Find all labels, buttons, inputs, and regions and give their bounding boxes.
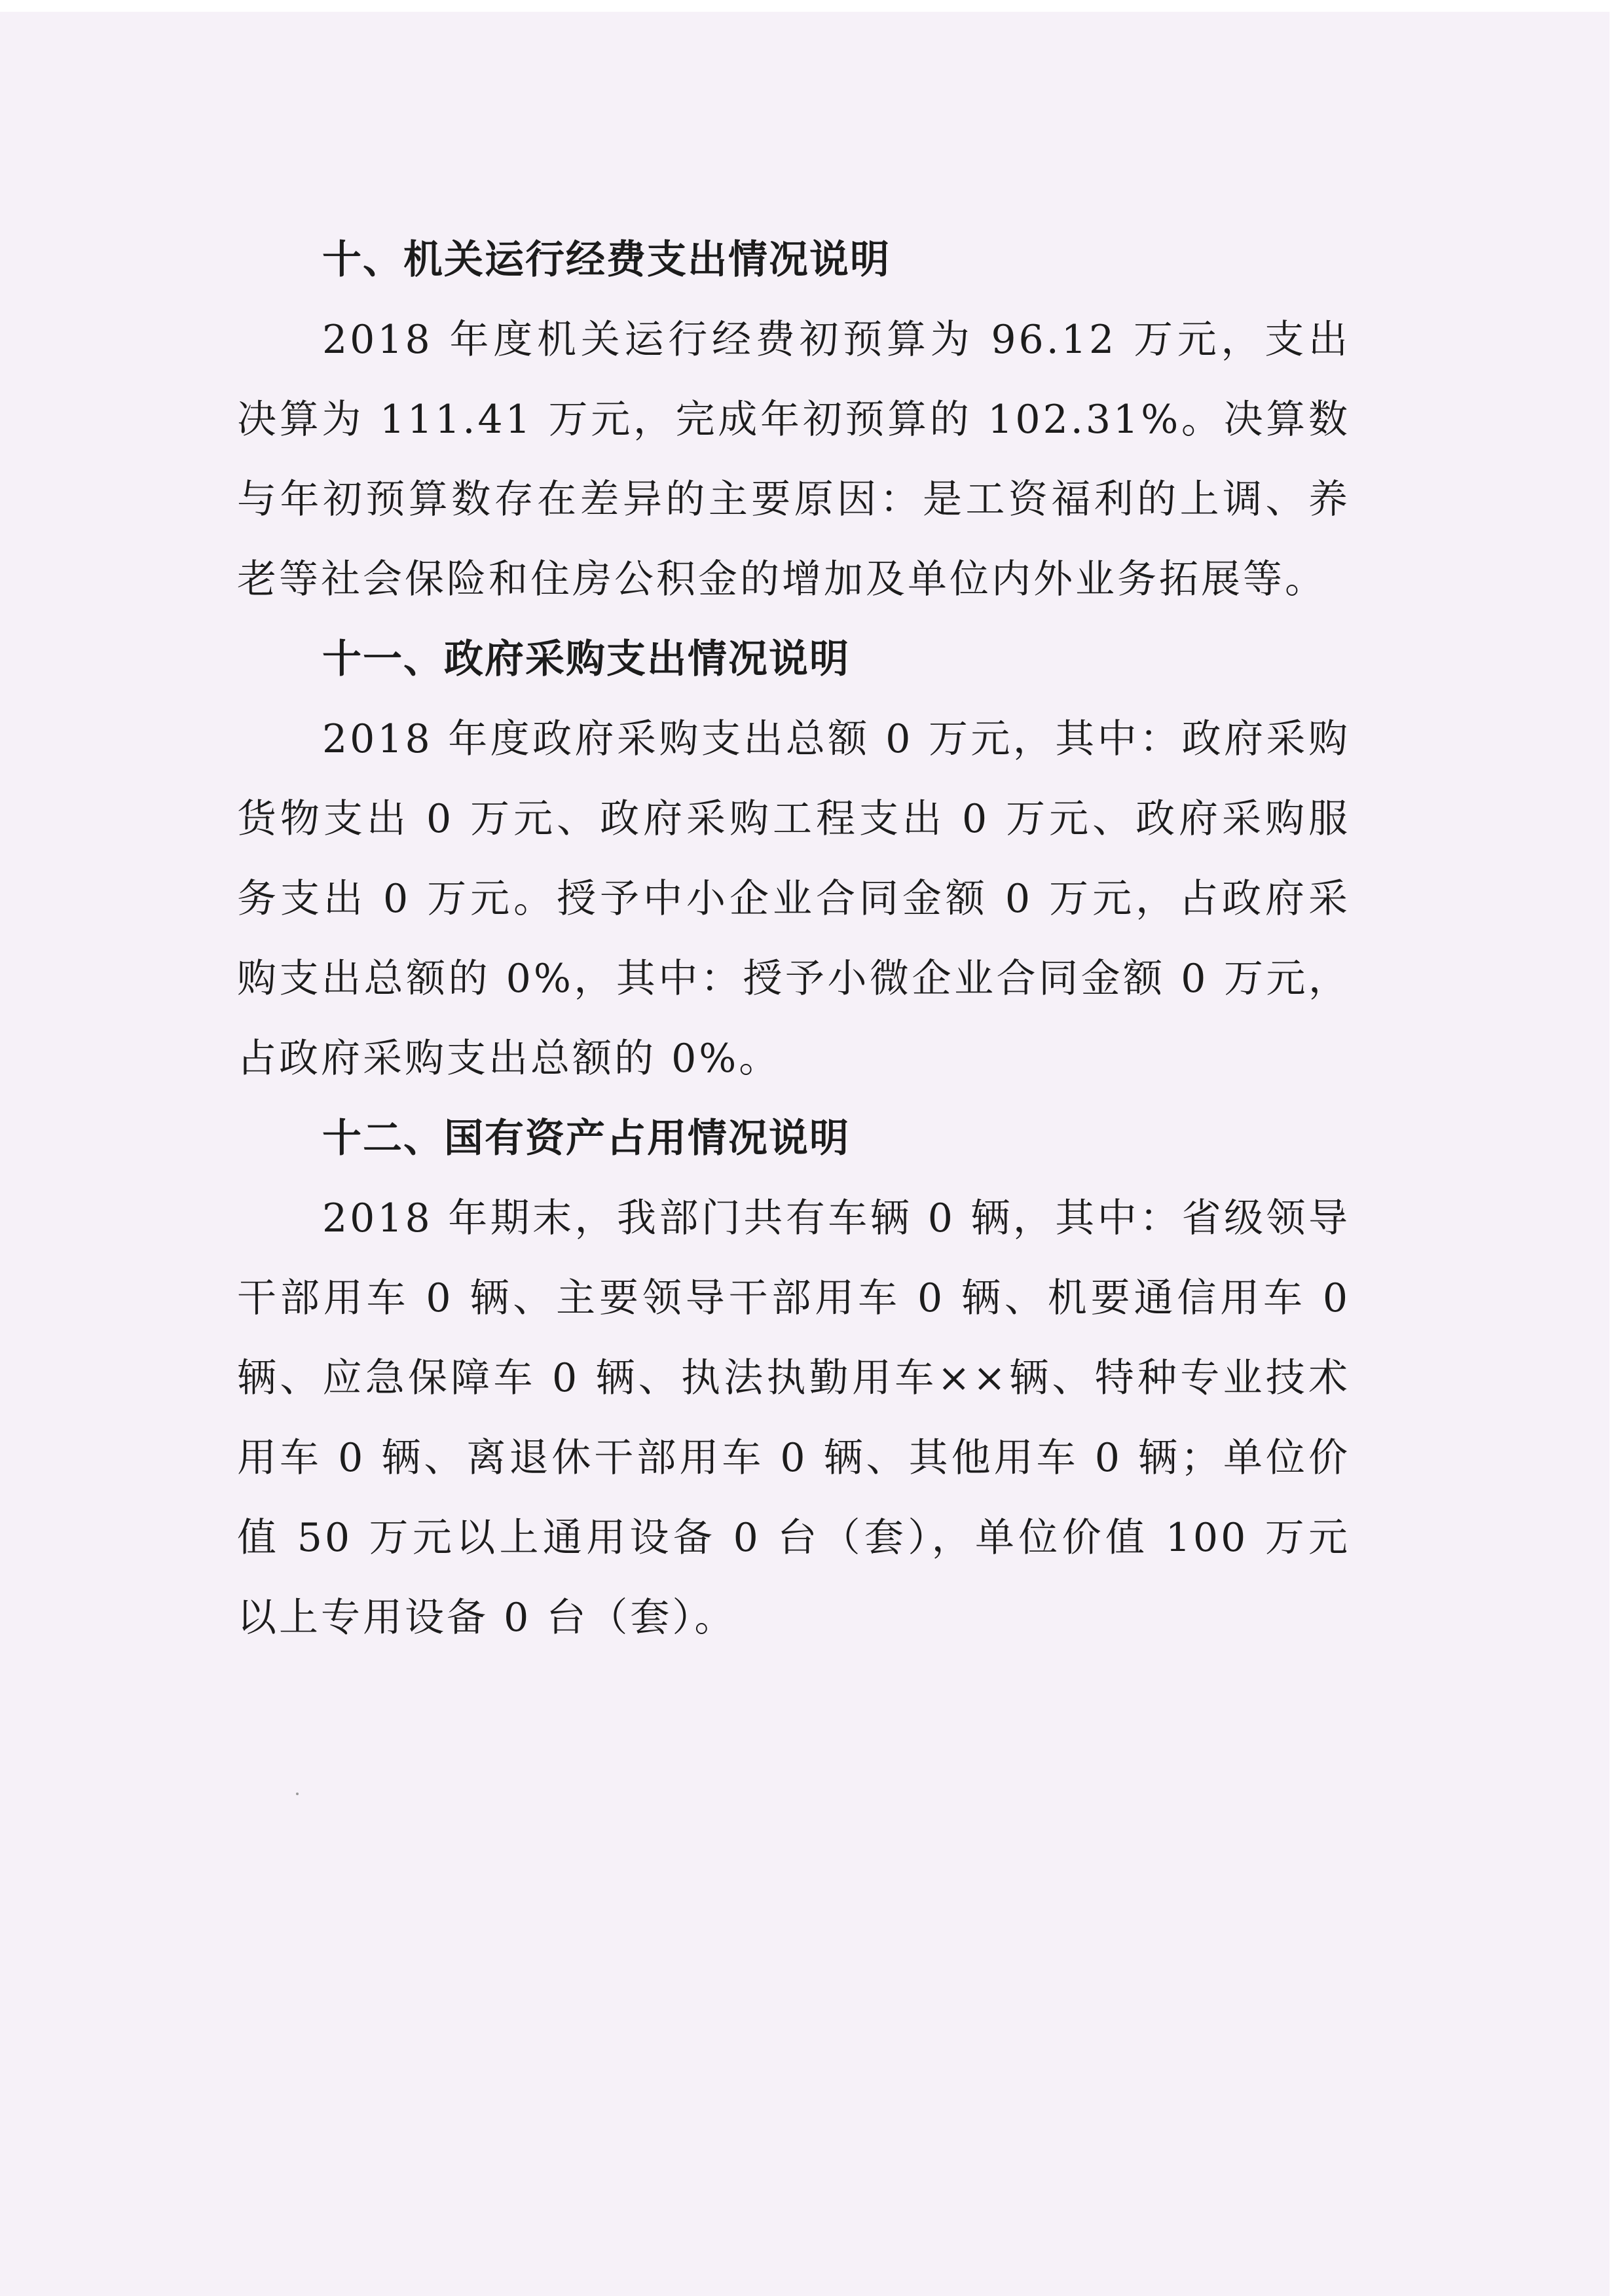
section-paragraph-state-assets: 2018 年期末，我部门共有车辆 0 辆，其中：省级领导干部用车 0 辆、主要领导干部用车 0 辆、机要通信用车 0 辆、应急保障车 0 辆、执法执勤用车××辆、特种专业技术用车 0 辆、离退休干部用车 0 辆、其他用车 0 辆；单位价值 50 万元以上通用设备 0 台（套），单位价值 100 万元以上专用设备 0 台（套）。	[237, 1195, 1350, 1641]
section-heading-operating-expenses: 十、机关运行经费支出情况说明	[322, 237, 891, 283]
document-body	[237, 220, 1350, 1658]
scan-speck	[296, 1793, 299, 1795]
section-paragraph-government-procurement: 2018 年度政府采购支出总额 0 万元，其中：政府采购货物支出 0 万元、政府采购工程支出 0 万元、政府采购服务支出 0 万元。授予中小企业合同金额 0 万元，占政府采购支出总额的 0%，其中：授予小微企业合同金额 0 万元，占政府采购支出总额的 0%。	[237, 716, 1350, 1082]
section-heading-government-procurement: 十一、政府采购支出情况说明	[322, 636, 850, 682]
section-heading-state-assets: 十二、国有资产占用情况说明	[322, 1116, 850, 1161]
section-paragraph-operating-expenses: 2018 年度机关运行经费初预算为 96.12 万元，支出决算为 111.41 万元，完成年初预算的 102.31%。决算数与年初预算数存在差异的主要原因：是工资福利的上调、养老等社会保险和住房公积金的增加及单位内外业务拓展等。	[237, 317, 1350, 602]
